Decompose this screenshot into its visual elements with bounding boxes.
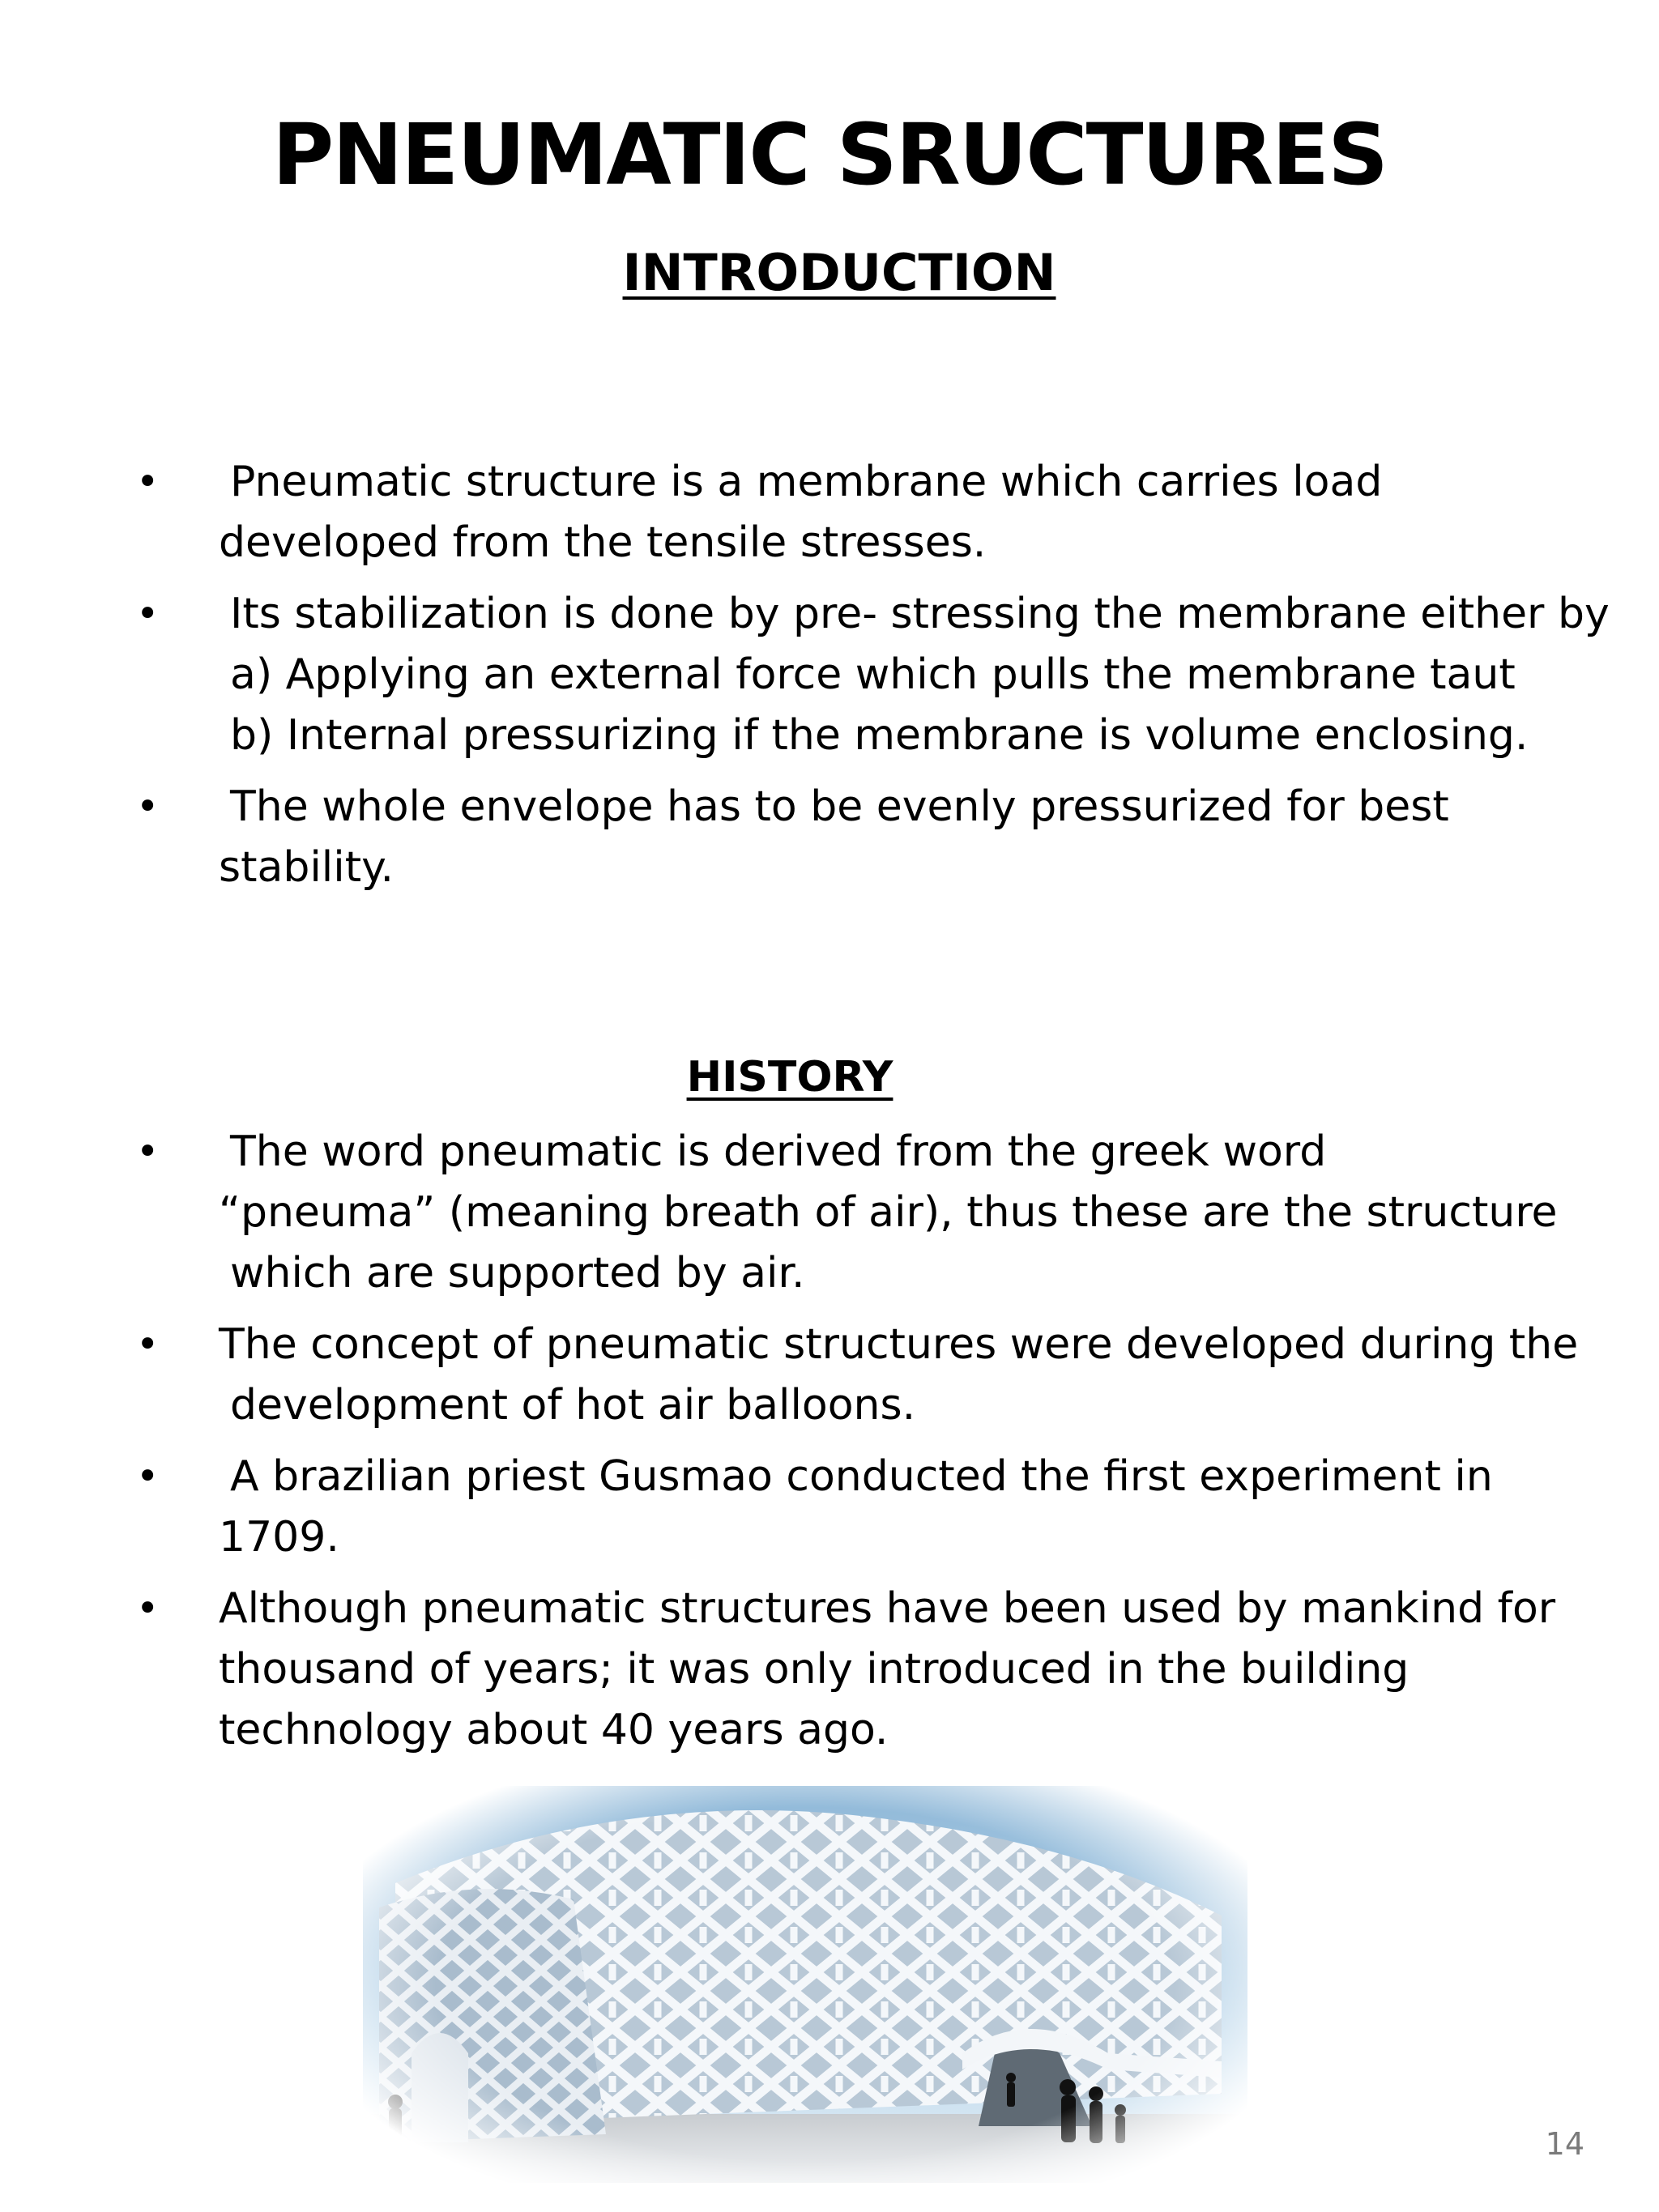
bullet-line: A brazilian priest Gusmao conducted the first experiment in [230,1452,1493,1501]
history-list [0,1122,1659,1771]
bullet-line: Its stabilization is done by pre- stressing the membrane either by [230,590,1610,638]
list-item [0,1447,1659,1568]
pavilion-illustration [363,1786,1247,2183]
page-title: PNEUMATIC SRUCTURES [271,105,1387,204]
bullet-line: developed from the tensile stresses. [219,518,987,567]
bullet-line: technology about 40 years ago. [219,1706,889,1754]
bullet-line: b) Internal pressurizing if the membrane is volume enclosing. [230,711,1529,760]
bullet-line: which are supported by air. [230,1249,805,1298]
list-item [0,1122,1659,1304]
bullet-line: thousand of years; it was only introduced in the building [219,1645,1410,1694]
bullet-icon: • [136,1129,160,1174]
bullet-line: Although pneumatic structures have been used by mankind for [219,1584,1556,1633]
list-item [0,1315,1659,1436]
bullet-icon: • [136,459,160,505]
bullet-line: development of hot air balloons. [230,1381,916,1430]
introduction-list [0,452,1659,909]
bullet-icon: • [136,1586,160,1631]
bullet-line: “pneuma” (meaning breath of air), thus these are the structure [219,1188,1558,1237]
introduction-heading: INTRODUCTION [622,243,1056,302]
bullet-line: The concept of pneumatic structures were developed during the [219,1320,1579,1369]
bullet-icon: • [136,1454,160,1499]
bullet-line: Pneumatic structure is a membrane which carries load [230,458,1383,506]
entrance-arch [412,2033,468,2142]
list-item [0,1579,1659,1761]
pavilion-photo [363,1786,1247,2183]
bullet-icon: • [136,784,160,829]
bullet-line: The whole envelope has to be evenly pressurized for best [230,782,1449,831]
page-number: 14 [1545,2126,1584,2162]
list-item [0,584,1659,766]
bullet-line: stability. [219,843,394,892]
bullet-icon: • [136,1322,160,1367]
bullet-line: The word pneumatic is derived from the greek word [230,1127,1327,1176]
list-item [0,777,1659,898]
list-item [0,452,1659,573]
bullet-icon: • [136,591,160,637]
bullet-line: a) Applying an external force which pulls the membrane taut [230,650,1516,699]
history-heading: HISTORY [686,1053,893,1102]
bullet-line: 1709. [219,1513,339,1562]
